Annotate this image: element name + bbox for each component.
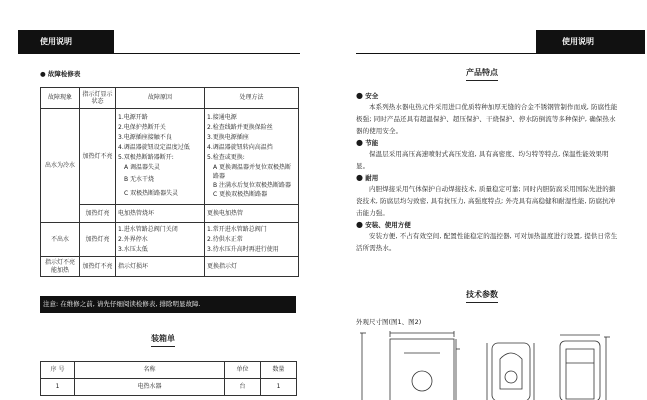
solution-cell (205, 223, 299, 257)
cause-cell: 电加热管烧坏 (116, 205, 205, 223)
feature-heading-safety: ● 安全 (356, 91, 379, 100)
fault-table-title: ● 故障检修表 (40, 70, 81, 78)
col-solution: 处理方法 (205, 88, 299, 109)
cause-line: A 调温器失灵 (124, 163, 161, 171)
packing-table (40, 361, 297, 396)
indicator-cell: 加热灯亮 (80, 205, 116, 223)
cause-line: 2.外界停水 (118, 235, 148, 243)
feature-heading-durable: ● 耐用 (356, 173, 379, 182)
features-body (356, 90, 621, 254)
solution-line: 2.检查线路并更换保险丝 (207, 124, 273, 131)
solution-line: 1.接通电源 (207, 114, 237, 121)
table-row (41, 257, 299, 277)
table-row (41, 109, 299, 205)
solution-line: 3.待水压升高时再进行使用 (207, 245, 279, 253)
maintenance-notice: 注意: 在维修之前, 请先仔细阅读检修表, 排除明显故障. (40, 296, 296, 313)
feature-text-durable: 内胆焊接采用气体保护自动焊接技术, 质量稳定可靠; 同时内胆防腐采用国际先进的搪瓷技术, 防腐层均匀致密, 具有抗压力, 高强度特点; 外壳具有高稳健和耐湿性能, 防腐抗冲击能力强。 (356, 185, 616, 217)
dimension-drawing (360, 329, 622, 400)
dimension-label: 外观尺寸图(图1、图2) (356, 318, 422, 326)
col-name: 名称 (75, 362, 225, 379)
indicator-cell: 加热灯不亮 (80, 109, 116, 205)
page-header-right (536, 30, 645, 54)
cause-cell: 指示灯损坏 (116, 257, 205, 277)
cause-cell (116, 109, 205, 205)
feature-text-energy: 保温层采用高压高速喷射式高压发泡, 具有高密度、均匀特等特点, 保温性能效果明显。 (356, 150, 609, 170)
solution-line: B 注满水后复位双极热断路器 (213, 182, 292, 189)
cause-line: 4.调温器旋钮设定温度过低 (118, 143, 190, 151)
cell-unit: 台 (225, 379, 261, 396)
feature-text-usage: 安装方便, 不占有效空间, 配置性能稳定的温控器, 可对加热温度进行设置, 提供日常生活所需热水。 (356, 232, 618, 252)
header-title-left: 使用说明 (40, 37, 72, 46)
cause-line: C 双极热断路器失灵 (124, 189, 179, 197)
cause-cell (116, 223, 205, 257)
specs-title: 技术参数 (466, 290, 498, 300)
solution-cell (205, 109, 299, 205)
table-row (41, 223, 299, 257)
table-row (41, 379, 297, 396)
features-title: 产品特点 (466, 68, 498, 78)
feature-text-safety: 本系列热水器电热元件采用进口优质特种加厚无缝的合金不锈钢管制作而成, 防腐性能极强; 同时产品还具有超温保护、超压保护、干烧保护、停水防倒流等多种保护, 确保热水器的使用安全。 (356, 103, 618, 135)
packing-table-header (41, 362, 297, 379)
solution-line: 3.更换电源插座 (207, 134, 249, 141)
cell-qty: 1 (261, 379, 297, 396)
fault-table-header (41, 88, 299, 109)
cause-line: 2.电保护热断开关 (118, 123, 166, 131)
symptom-cell: 不出水 (41, 223, 80, 257)
col-cause: 故障原因 (116, 88, 205, 109)
cause-line: 3.水压太低 (118, 245, 148, 253)
cause-line: 1.进水管路总阀门关闭 (118, 225, 178, 233)
cell-no: 1 (41, 379, 75, 396)
col-indicator: 指示灯显示状态 (80, 88, 116, 109)
solution-line: 2.待供水正常 (207, 235, 243, 243)
col-no: 序 号 (41, 362, 75, 379)
feature-heading-energy: ● 节能 (356, 138, 379, 147)
solution-cell: 更换指示灯 (205, 257, 299, 277)
symptom-cell: 指示灯不亮能加热 (41, 257, 80, 277)
solution-line: A 更换调温器并复位双极热断路器 (213, 164, 292, 180)
cause-line: B 无水干烧 (124, 175, 155, 183)
cause-line: 3.电源插座接触不良 (118, 133, 172, 141)
solution-line: 1.常开进水管路总阀门 (207, 225, 267, 233)
header-rule-left (18, 53, 300, 54)
solution-line: 4.调温器旋钮转向高温挡 (207, 144, 273, 151)
table-row (41, 205, 299, 223)
col-qty: 数量 (261, 362, 297, 379)
col-symptom: 故障现象 (41, 88, 80, 109)
solution-line: C 更换双极热断路器 (213, 191, 268, 198)
cause-line: 5.双极热断路器断开: (118, 153, 174, 161)
fault-table (40, 87, 299, 277)
cause-line: 1.电源开路 (118, 113, 148, 121)
feature-heading-usage: ● 安装、使用方便 (356, 220, 411, 229)
indicator-cell: 加热灯不亮 (80, 257, 116, 277)
page-header-left (18, 30, 114, 54)
header-title-right: 使用说明 (562, 37, 594, 46)
solution-line: 5.检查或更换: (207, 154, 245, 161)
cell-name: 电热水器 (75, 379, 225, 396)
indicator-cell: 加热灯亮 (80, 223, 116, 257)
col-unit: 单位 (225, 362, 261, 379)
header-rule-right (356, 53, 645, 54)
solution-cell: 更换电加热管 (205, 205, 299, 223)
packing-list-title: 装箱单 (151, 334, 175, 344)
symptom-cell: 出水为冷水 (41, 109, 80, 223)
